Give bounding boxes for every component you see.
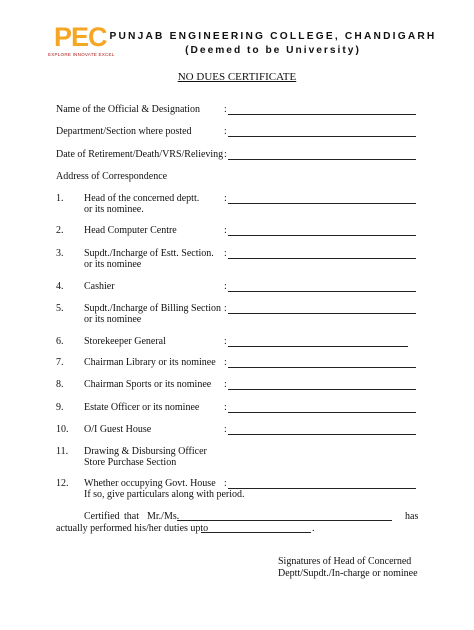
cert-word-has: has	[405, 511, 419, 522]
colon: :	[224, 126, 227, 137]
item-number: 2.	[56, 225, 64, 236]
cert-period: .	[312, 523, 315, 534]
colon: :	[224, 281, 227, 292]
logo-mark: PEC	[54, 22, 107, 52]
item-label: Chairman Library or its nominee	[84, 357, 216, 368]
colon: :	[224, 336, 227, 347]
field-department-label: Department/Section where posted	[56, 126, 192, 137]
item-label-line2: or its nominee	[84, 314, 142, 325]
item-signature-line[interactable]	[228, 488, 416, 489]
item-number: 6.	[56, 336, 64, 347]
item-label: Chairman Sports or its nominee	[84, 379, 212, 390]
field-address-label: Address of Correspondence	[56, 171, 168, 182]
item-signature-line[interactable]	[228, 367, 416, 368]
logo-tagline: EXPLORE INNOVATE EXCEL	[48, 52, 115, 57]
signature-line2: Deptt/Supdt./In-charge or nominee	[278, 568, 418, 579]
item-label: Storekeeper General	[84, 336, 166, 347]
item-number: 8.	[56, 379, 64, 390]
colon: :	[224, 193, 227, 204]
item-signature-line[interactable]	[228, 203, 416, 204]
item-number: 1.	[56, 193, 64, 204]
cert-word-that: that	[124, 511, 139, 522]
item-label-line2: or its nominee	[84, 259, 142, 270]
college-name: PUNJAB ENGINEERING COLLEGE, CHANDIGARH	[109, 31, 437, 42]
colon: :	[224, 424, 227, 435]
colon: :	[224, 478, 227, 489]
item-signature-line[interactable]	[228, 235, 416, 236]
signature-line1: Signatures of Head of Concerned	[278, 556, 412, 567]
colon: :	[224, 402, 227, 413]
field-retirement-label: Date of Retirement/Death/VRS/Relieving	[56, 149, 224, 160]
colon: :	[224, 248, 227, 259]
item-label-line2: Store Purchase Section	[84, 457, 177, 468]
item-number: 10.	[56, 424, 69, 435]
item-label: Whether occupying Govt. House	[84, 478, 216, 489]
field-name-label: Name of the Official & Designation	[56, 104, 200, 115]
field-department-line[interactable]	[228, 136, 416, 137]
item-signature-line[interactable]	[228, 346, 408, 347]
item-signature-line[interactable]	[228, 291, 416, 292]
item-number: 9.	[56, 402, 64, 413]
colon: :	[224, 379, 227, 390]
item-label: Supdt./Incharge of Billing Section	[84, 303, 222, 314]
item-label: Head of the concerned deptt.	[84, 193, 200, 204]
item-number: 3.	[56, 248, 64, 259]
item-signature-line[interactable]	[228, 434, 416, 435]
item-label: Drawing & Disbursing Officer	[84, 446, 207, 457]
cert-word-mrms: Mr./Ms.	[147, 511, 180, 522]
field-retirement-line[interactable]	[228, 159, 416, 160]
item-label: Head Computer Centre	[84, 225, 177, 236]
colon: :	[224, 357, 227, 368]
item-signature-line[interactable]	[228, 389, 416, 390]
colon: :	[224, 225, 227, 236]
cert-line2: actually performed his/her duties upto	[56, 523, 209, 534]
item-number: 11.	[56, 446, 69, 457]
certificate-title: NO DUES CERTIFICATE	[177, 71, 297, 83]
cert-date-line[interactable]	[201, 532, 311, 533]
item-label: Supdt./Incharge of Estt. Section.	[84, 248, 214, 259]
item-number: 5.	[56, 303, 64, 314]
item-label: O/I Guest House	[84, 424, 152, 435]
pec-logo	[48, 22, 120, 62]
cert-word-certified: Certified	[84, 511, 120, 522]
field-name-line[interactable]	[228, 114, 416, 115]
colon: :	[224, 303, 227, 314]
item-label-line2: or its nominee.	[84, 204, 144, 215]
item-number: 12.	[56, 478, 69, 489]
item-label-line2: If so, give particulars along with period.	[84, 489, 245, 500]
colon: :	[224, 104, 227, 115]
item-number: 4.	[56, 281, 64, 292]
item-number: 7.	[56, 357, 64, 368]
item-signature-line[interactable]	[228, 313, 416, 314]
item-signature-line[interactable]	[228, 412, 416, 413]
colon: :	[224, 149, 227, 160]
item-signature-line[interactable]	[228, 258, 416, 259]
item-label: Estate Officer or its nominee	[84, 402, 200, 413]
college-status: (Deemed to be University)	[185, 45, 361, 56]
item-label: Cashier	[84, 281, 115, 292]
cert-name-line[interactable]	[177, 520, 392, 521]
